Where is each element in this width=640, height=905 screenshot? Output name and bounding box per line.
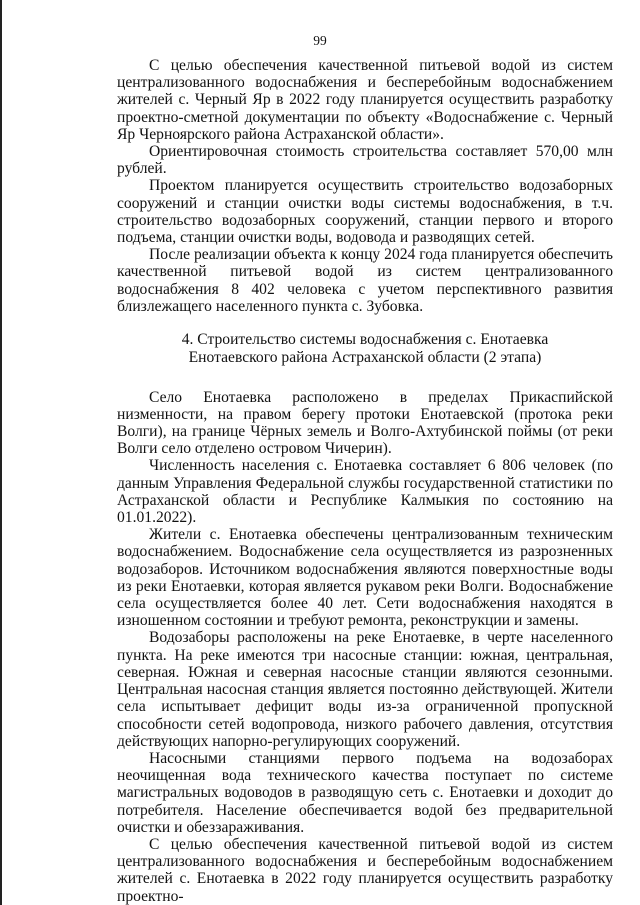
document-body	[117, 57, 613, 905]
spacer	[117, 367, 613, 389]
paragraph: Проектом планируется осуществить строительство водозаборных сооружений и станции очистки воды системы водоснабжения, в т.ч. строительство водозаборных сооружений, станции первого и второго подъема, станции очистки воды, водовода и разводящих сетей.	[117, 177, 613, 247]
scan-edge-line	[0, 0, 2, 905]
section-heading: 4. Строительство системы водоснабжения с. Енотаевка Енотаевского района Астраханской области (2 этапа)	[181, 331, 549, 366]
paragraph: Численность населения с. Енотаевка составляет 6 806 человек (по данным Управления Федеральной службы государственной статистики по Астраханской области и Республике Калмыкия по состоянию на 01.01.2022).	[117, 457, 613, 527]
paragraph: Ориентировочная стоимость строительства составляет 570,00 млн рублей.	[117, 143, 613, 178]
paragraph: После реализации объекта к концу 2024 года планируется обеспечить качественной питьевой водой из систем централизованного водоснабжения 8 402 человека с учетом перспективного развития близлежащего населенного пункта с. Зубовка.	[117, 246, 613, 315]
paragraph: Насосными станциями первого подъема на водозаборах неочищенная вода технического качества поступает по системе магистральных водоводов в разводящую сеть с. Енотаевки и доходит до потребителя. Население обеспечивается водой без предварительной очистки и обеззараживания.	[117, 749, 613, 836]
paragraph: С целью обеспечения качественной питьевой водой из систем централизованного водоснабжения и бесперебойным водоснабжением жителей с. Черный Яр в 2022 году планируется осуществить разработку проектно-сметной документации по объекту «Водоснабжение с. Черный Яр Черноярского района Астраханской области».	[117, 57, 613, 143]
paragraph: Жители с. Енотаевка обеспечены централизованным техническим водоснабжением. Водоснабжение села осуществляется из разрозненных водозаборов. Источником водоснабжения являются поверхностные воды из реки Енотаевки, которая является рукавом реки Волги. Водоснабжение села осуществляется более 40 лет. Сети водоснабжения находятся в изношенном состоянии и требуют ремонта, реконструкции и замены.	[117, 526, 613, 630]
paragraph: Водозаборы расположены на реке Енотаевке, в черте населенного пункта. На реке имеются три насосные станции: южная, центральная, северная. Южная и северная насосные станции являются сезонными. Центральная насосная станция является постоянно действующей. Жители села испытывает дефицит воды из-за ограниченной пропускной способности сетей водопровода, низкого рабочего давления, отсутствия действующих напорно-регулирующих сооружений.	[117, 629, 613, 750]
paragraph: С целью обеспечения качественной питьевой водой из систем централизованного водоснабжения и бесперебойным водоснабжением жителей с. Енотаевка в 2022 году планируется осуществить разработку проектно-	[117, 835, 613, 905]
spacer	[117, 315, 613, 331]
paragraph: Село Енотаевка расположено в пределах Прикаспийской низменности, на правом берегу протоки Енотаевской (протока реки Волги), на границе Чёрных земель и Волго-Ахтубинской поймы (от реки Волги село отделено островом Чичерин).	[117, 388, 613, 458]
page-number: 99	[313, 33, 327, 48]
